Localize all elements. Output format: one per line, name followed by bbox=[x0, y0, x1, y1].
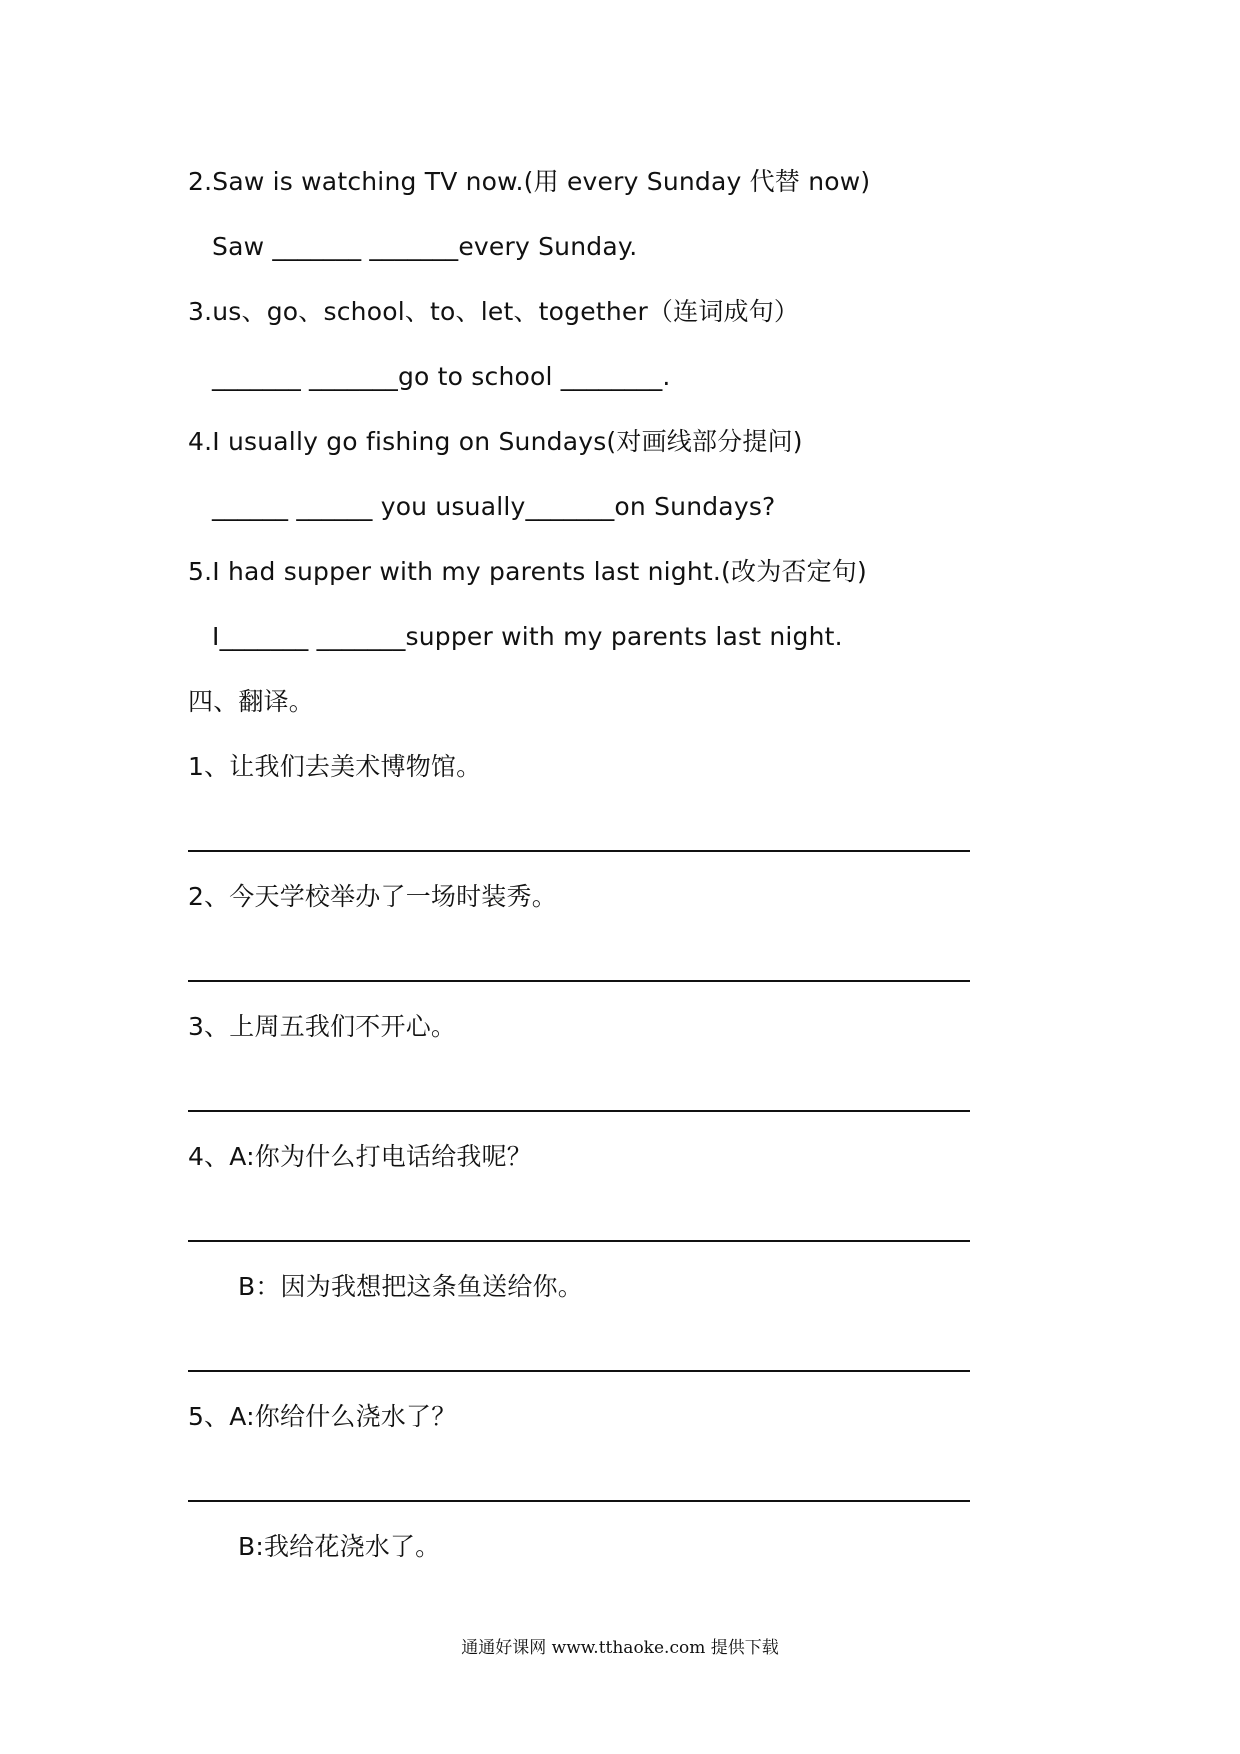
question-4-prompt: 4.I usually go fishing on Sundays(对画线部分提问) bbox=[188, 427, 803, 456]
answer-line-2 bbox=[188, 980, 970, 982]
translation-item-3: 3、上周五我们不开心。 bbox=[188, 1012, 457, 1041]
question-2-answer: Saw _______ _______every Sunday. bbox=[212, 232, 638, 261]
answer-line-4b bbox=[188, 1370, 970, 1372]
footer-credit: 通通好课网 www.tthaoke.com 提供下载 bbox=[461, 1638, 779, 1658]
translation-item-1: 1、让我们去美术博物馆。 bbox=[188, 752, 482, 781]
translation-item-5b: B:我给花浇水了。 bbox=[238, 1532, 441, 1561]
question-4-answer: ______ ______ you usually_______on Sundays? bbox=[212, 492, 776, 521]
translation-heading: 四、翻译。 bbox=[188, 687, 315, 716]
translation-item-2: 2、今天学校举办了一场时装秀。 bbox=[188, 882, 557, 911]
translation-item-4a: 4、A:你为什么打电话给我呢？ bbox=[188, 1142, 532, 1171]
answer-line-5a bbox=[188, 1500, 970, 1502]
translation-item-5a: 5、A:你给什么浇水了？ bbox=[188, 1402, 457, 1431]
question-3-answer: _______ _______go to school ________. bbox=[212, 362, 671, 391]
question-5-answer: I_______ _______supper with my parents last night. bbox=[212, 622, 843, 651]
translation-item-4b: B：因为我想把这条鱼送给你。 bbox=[238, 1272, 583, 1301]
question-5-prompt: 5.I had supper with my parents last night.(改为否定句) bbox=[188, 557, 867, 586]
answer-line-3 bbox=[188, 1110, 970, 1112]
question-2-prompt: 2.Saw is watching TV now.(用 every Sunday 代替 now) bbox=[188, 167, 871, 196]
answer-line-4a bbox=[188, 1240, 970, 1242]
answer-line-1 bbox=[188, 850, 970, 852]
question-3-prompt: 3.us、go、school、to、let、together（连词成句） bbox=[188, 297, 800, 326]
